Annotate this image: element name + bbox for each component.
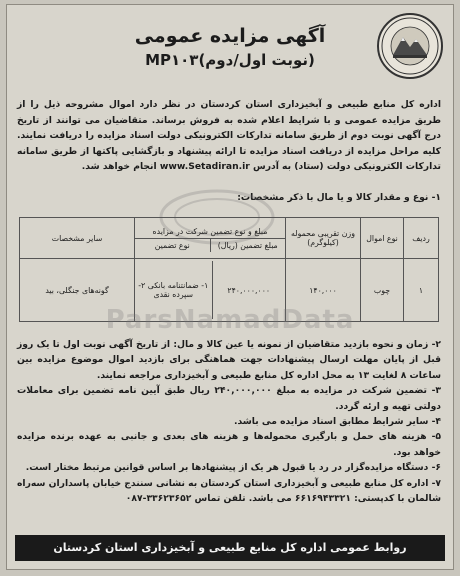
notice-title: آگهی مزایده عمومی <box>134 25 326 47</box>
watermark: ParsNamadData <box>105 305 355 335</box>
note-4: ۴- سایر شرایط مطابق اسناد مزایده می باشد. <box>233 416 441 428</box>
section-items-heading: ۱- نوع و مقدار کالا و یا مال با ذکر مشخصات: <box>237 192 441 203</box>
note-2: ۲- زمان و نحوه بازدید متقاضیان از نمونه یا عین کالا و مال: از تاریخ آگهی نوبت اول تا یک روز قبل از پایان مهلت ارسال پیشنهادات جهت هماهنگی برای بازدید اموال موضوع مزایده بین ساعات ۸ لغایت ۱۳ به محل اداره کل منابع طبیعی و آبخیزداری مراجعه نمایند. <box>17 339 441 381</box>
col-other: سایر مشخصات <box>20 218 135 259</box>
note-5: ۵- هزینه های حمل و بارگیری محموله‌ها و هزینه های بعدی و جانبی به عهده برنده مزایده خواهد بود. <box>17 431 441 458</box>
public-relations-footer: روابط عمومی اداره کل منابع طبیعی و آبخیزداری استان کردستان <box>15 535 445 561</box>
cell-type: چوب <box>361 259 404 322</box>
intro-paragraph: اداره کل منابع طبیعی و آبخیزداری استان کردستان در نظر دارد اموال مشروحه ذیل را از طریق مزایده عمومی و با شرایط اعلام شده به فروش برساند. متقاضیان می توانند از تاریخ درج آگهی نوبت دوم از طریق سامانه تدارکات الکترونیکی دولت اسناد مزایده را دریافت نمایند. کلیه مراحل مزایده از دریافت اسناد مزایده تا ارائه پیشنهاد و بازگشایی پاکتها از طریق سامانه تدارکات الکترونیکی دولت (ستاد) به آدرس www.Setadiran.ir انجام خواهد شد. <box>17 99 441 173</box>
col-weight: وزن تقریبی محموله (کیلوگرم) <box>286 218 361 259</box>
notes-list <box>17 337 441 506</box>
note-6: ۶- دستگاه مزایده‌گزار در رد یا قبول هر یک از پیشنهادها بر اساس قوانین مرتبط مختار است. <box>25 462 441 474</box>
organization-logo <box>377 13 443 79</box>
col-row: ردیف <box>404 218 439 259</box>
col-type: نوع اموال <box>361 218 404 259</box>
col-guarantee-amount: مبلغ تضمین (ریال) <box>210 239 286 252</box>
cell-row: ۱ <box>404 259 439 322</box>
note-7: ۷- اداره کل منابع طبیعی و آبخیزداری استان کردستان به نشانی سنندج خیابان پاسداران سه‌راه شالمان با کدپستی: ۶۶۱۶۹۴۳۳۲۱ می باشد. تلفن تماس ۳۳۶۲۳۶۵۲-۰۸۷ <box>17 477 441 505</box>
col-guarantee-split <box>135 239 285 252</box>
notice-subtitle: (نوبت اول/دوم)MP۱۰۳ <box>145 51 315 69</box>
auction-notice <box>6 4 454 570</box>
cell-other: گونه‌های جنگلی، بید <box>20 259 135 322</box>
cell-guarantee-type: ۱- ضمانتنامه بانکی ۲- سپرده نقدی <box>138 281 209 299</box>
col-guarantee-type: نوع تضمین <box>154 240 190 250</box>
col-guarantee-top: مبلغ و نوع تضمین شرکت در مزایده <box>135 225 285 239</box>
table-header-row <box>20 218 439 259</box>
note-3: ۳- تضمین شرکت در مزایده به مبلغ ۲۴۰,۰۰۰,۰۰۰ ریال طبق آیین نامه تضمین برای معاملات دولتی تهیه و ارئه گردد. <box>17 385 441 412</box>
cell-weight: ۱۴۰,۰۰۰ <box>286 259 361 322</box>
cell-amount: ۲۴۰,۰۰۰,۰۰۰ <box>212 261 286 319</box>
col-guarantee <box>135 218 286 259</box>
